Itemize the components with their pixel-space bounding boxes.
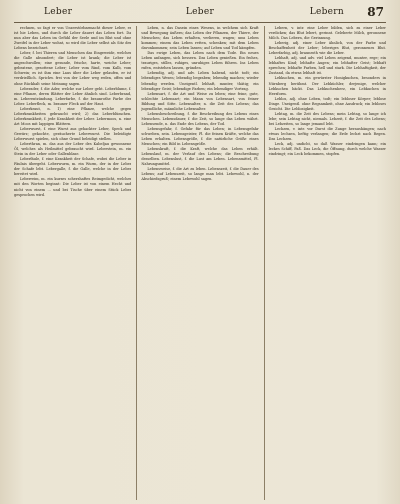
entry-paragraph: Leberig, adj. einer Leber ähnlich, von der Farbe und Beschaffenheit der Leber; leberiges Blut, geronnenes Blut. Leberfarbig, adj. braunroth wie die Leber.: [268, 41, 386, 56]
entry-paragraph: Leck, adj. undicht, so daß Wasser eindringen kann; ein leckes Schiff, Faß. Das Leck, die Öffnung, durch welche Wasser eindringt; ein Leck bekommen, stopfen.: [268, 142, 386, 157]
column-left: [14, 26, 131, 500]
entry-paragraph: Lebensbeschreibung, f. die Beschreibung des Lebens eines Menschen. Lebensdauer, f. die Zeit, so lange das Leben währt. Lebensende, n. das Ende des Lebens, der Tod.: [141, 111, 259, 126]
entry-paragraph: Lebensgefahr, f. Gefahr für das Leben; in Lebensgefahr schweben, sein. Lebensgeister, Pl. die feinen Kräfte, welche das Leben erhalten. Lebensgröße, f. die natürliche Größe eines Menschen; ein Bild in Lebensgröße.: [141, 126, 259, 147]
entry-paragraph: Leberfäule, f. eine Krankheit der Schafe, wobei die Leber in Fäulnis übergeht. Leberwurm, m. ein Wurm, der in der Leber der Schafe lebt. Lebergalle, f. die Galle, welche in der Leber bereitet wird.: [14, 157, 132, 177]
header-middle-word: Leber: [185, 7, 215, 17]
entry-paragraph: Leberthran, m. das aus der Leber des Kabeljau gewonnene Öl, welches als Heilmittel gebraucht wird. Leberstein, m. ein Stein in der Leber oder Gallenblase.: [14, 142, 132, 157]
entry-paragraph: Lebensart, f. die Art und Weise zu leben; eine feine, gute, schlechte Lebensart; ein Mann von Lebensart, von feiner Bildung und Sitte. Lebensalter, n. die Zeit des Lebens; das jugendliche, männliche Lebensalter.: [141, 91, 259, 111]
entry-paragraph: Lebkuchen, m. ein gewürzter Honigkuchen, besonders in Nürnberg berühmt. Der Lebküchler, derjenige, welcher Lebkuchen bäckt. Das Lebkuchenherz, ein Lebkuchen in Herzform.: [268, 76, 386, 96]
header-right-word: Lebern: [309, 7, 344, 17]
entry-paragraph: Lebern, v. intr. eine Leber bilden, sich zu einer Leber verdicken; das Blut lebert, gerinnt. Geleberte Milch, geronnene Milch. Das Lebern, die Gerinnung.: [268, 26, 386, 41]
entry-paragraph: Leben, n. das Dasein eines Wesens, in welchem sich Kraft und Bewegung äußern; das Leben der Pflanzen, der Thiere, der Menschen; das Leben erhalten, verlieren, wagen; ums Leben kommen; einem das Leben retten, schenken; mit dem Leben davonkommen; sein Leben lassen; auf Leben und Tod kämpfen.: [141, 26, 259, 51]
entry-paragraph: Lebhaft, adj. und adv. viel Leben zeigend, munter, rege; ein lebhaftes Kind; lebhafte Augen; ein lebhafter Geist; lebhaft sprechen; lebhafte Farben, hell und stark. Die Lebhaftigkeit, der Zustand, da etwas lebhaft ist.: [268, 56, 386, 76]
entry-paragraph: Leberader, f. die Ader, welche zur Leber geht. Leberblume, f. eine Pflanze, deren Blätter der Leber ähnlich sind. Leberbrand, m. Leberentzündung. Leberfarbe, f. die braunrothe Farbe der Leber. Leberfleck, m. brauner Fleck auf der Haut.: [14, 86, 132, 106]
entry-paragraph: Lebendig, adj. und adv. Leben habend, nicht todt; ein lebendiges Wesen; lebendig begraben; lebendig machen; wieder lebendig werden. Uneigentl. lebhaft, munter, thätig; ein lebendiger Geist; lebendige Farben; ein lebendiger Vortrag.: [141, 71, 259, 91]
entry-paragraph: Lechzen, v. intr. vor Durst die Zunge heraushängen; nach etwas lechzen, heftig verlangen; die Erde lechzt nach Regen. Das Lechzen.: [268, 126, 386, 142]
entry-paragraph: Leblos, adj. ohne Leben, todt; ein lebloser Körper; leblose Dinge. Uneigentl. ohne Regsamkeit, ohne Ausdruck; ein lebloses Gesicht. Die Leblosigkeit.: [268, 96, 386, 111]
entry-paragraph: Leberwurst, f. eine Wurst aus gehackter Leber, Speck und Gewürz; gekochte, geräucherte Leberwurst. Die beleidigte Leberwurst spielen, sich ohne Grund beleidigt stellen.: [14, 126, 132, 142]
entry-paragraph: Lebensweise, f. die Art zu leben. Lebenszeit, f. die Dauer des Lebens; auf Lebenszeit, so lange man lebt. Lebewohl, n. der Abschiedsgruß; einem Lebewohl sagen.: [141, 167, 259, 182]
text-columns: [14, 26, 386, 500]
entry-paragraph: rechnen, so fagt er von Unzerstörbarmacht dieser Leber, er ist hie Leben, und durch die Leber dauert das Leben fort. Da nun aber das Leben im Gefühl der Seele und im Blut und ohne Zweifel in der Leber wohnt, so wird die Leber selbst als Sitz des Lebens bezeichnet.: [14, 26, 132, 51]
column-right: [264, 26, 386, 500]
column-middle: [136, 26, 258, 500]
entry-paragraph: Lebenskraft, f. die Kraft, welche das Leben erhält. Lebenslauf, m. der Verlauf des Lebens; die Beschreibung desselben. Lebenslust, f. die Lust am Leben. Lebensmittel, Pl. Nahrungsmittel.: [141, 147, 259, 167]
entry-paragraph: Leberkraut, n. 1) eine Pflanze, welche gegen Leberkrankheiten gebraucht wird; 2) das Leberblümchen. Leberkrankheit, f. jede Krankheit der Leber. Lebermoos, n. eine Art Moos mit lappigen Blättern.: [14, 106, 132, 126]
page-number: 87: [367, 5, 384, 19]
entry-paragraph: Leberreim, m. ein kurzes scherzhaftes Reimgedicht, welches mit den Worten beginnt: Die Leber ist von einem Hecht und nicht von einem ... und bei Tische über einem Stück Leber gesprochen wird.: [14, 177, 132, 197]
header-left-word: Leber: [44, 7, 73, 17]
entry-paragraph: Lebtag, m. die Zeit des Lebens; mein Lebtag, so lange ich lebe; sein Lebtag nicht, niemals. Lebzeit, f. die Zeit des Lebens; bei Lebzeiten, so lange jemand lebt.: [268, 111, 386, 126]
entry-paragraph: Leber, f. bei Thieren und Menschen das Eingeweide, welches die Galle absondert; die Leber ist krank; die Leber ist angeschwollen; eine gesunde, frische, harte, weiche Leber; gebratene, gesottene Leber; Leber vom Rind, vom Kalb, vom Schwein; es ist ihm eine Laus über die Leber gelaufen, er ist verdrießlich. Sprichw. frei von der Leber weg reden, offen und ohne Rückhalt seine Meinung sagen.: [14, 51, 132, 86]
entry-paragraph: Das ewige Leben, das Leben nach dem Tode. Ein neues Leben anfangen, sich bessern. Das Leben genießen. Ein frohes, trauriges, stilles, ruhiges, unruhiges Leben führen. Ins Leben rufen, entstehen lassen, gründen.: [141, 51, 259, 71]
running-header: [14, 6, 386, 23]
